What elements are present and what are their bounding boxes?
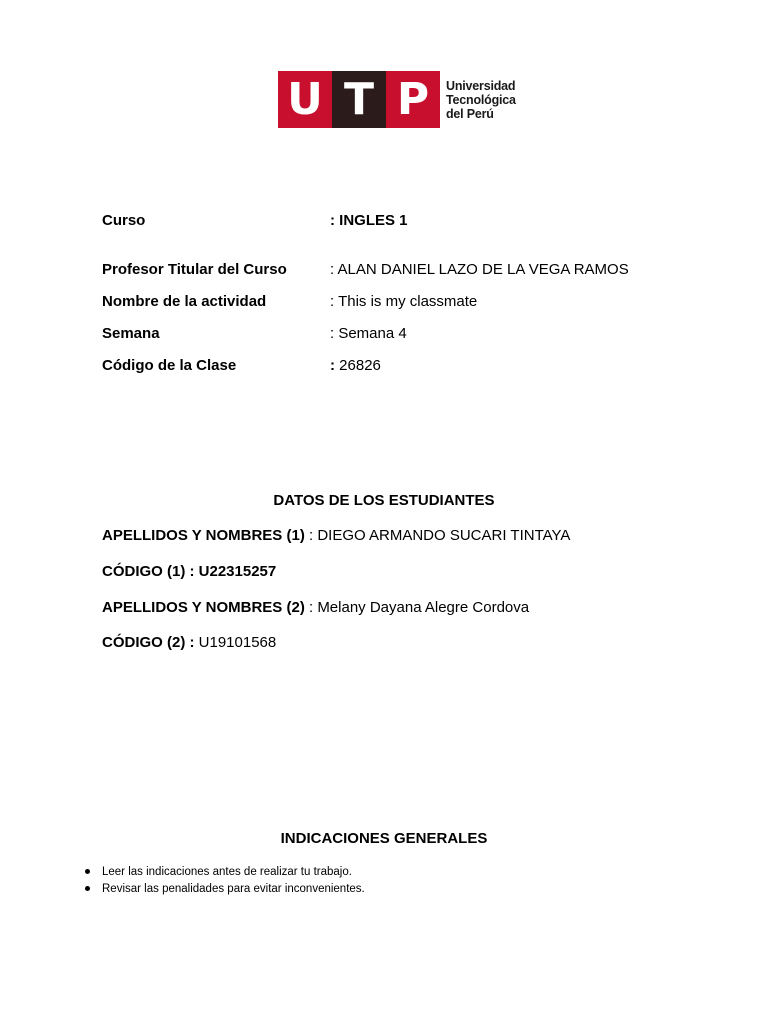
logo-letter-u: U bbox=[278, 71, 332, 128]
student-2-name-label: APELLIDOS Y NOMBRES (2) bbox=[102, 599, 305, 616]
curso-label: Curso bbox=[102, 212, 146, 229]
list-item-text: Leer las indicaciones antes de realizar tu trabajo. bbox=[102, 866, 352, 878]
indicaciones-heading: INDICACIONES GENERALES bbox=[280, 830, 488, 847]
codigo-clase-colon: : bbox=[330, 357, 335, 374]
bullet-icon bbox=[85, 886, 90, 891]
logo-wordmark-line-1: Universidad bbox=[446, 78, 516, 93]
curso-value: : INGLES 1 bbox=[330, 212, 408, 229]
logo-letter-t: T bbox=[332, 71, 386, 128]
student-1-code: CÓDIGO (1) : U22315257 bbox=[102, 563, 277, 580]
codigo-clase-value bbox=[330, 357, 381, 374]
student-2-name-row bbox=[102, 599, 529, 616]
utp-logo bbox=[278, 71, 516, 128]
student-2-name-value: : Melany Dayana Alegre Cordova bbox=[304, 599, 530, 616]
actividad-value: : This is my classmate bbox=[330, 293, 478, 310]
logo-wordmark bbox=[446, 71, 516, 128]
list-item-text: Revisar las penalidades para evitar inconvenientes. bbox=[102, 883, 365, 895]
semana-label: Semana bbox=[102, 325, 160, 342]
profesor-value: : ALAN DANIEL LAZO DE LA VEGA RAMOS bbox=[330, 261, 629, 278]
semana-value: : Semana 4 bbox=[330, 325, 407, 342]
logo-wordmark-line-3: del Perú bbox=[446, 106, 494, 121]
profesor-label: Profesor Titular del Curso bbox=[102, 261, 287, 278]
student-2-code-value: U19101568 bbox=[194, 634, 277, 651]
codigo-clase-number: 26826 bbox=[335, 357, 381, 374]
student-2-code-label: CÓDIGO (2) : bbox=[102, 634, 195, 651]
logo-wordmark-line-2: Tecnológica bbox=[446, 92, 516, 107]
bullet-icon bbox=[85, 869, 90, 874]
student-1-name-row bbox=[102, 527, 570, 544]
codigo-clase-label: Código de la Clase bbox=[102, 357, 237, 374]
list-item bbox=[102, 881, 365, 898]
actividad-label: Nombre de la actividad bbox=[102, 293, 267, 310]
logo-letter-p: P bbox=[386, 71, 440, 128]
student-2-code-row bbox=[102, 634, 276, 651]
students-heading: DATOS DE LOS ESTUDIANTES bbox=[273, 492, 495, 509]
student-1-name-value: : DIEGO ARMANDO SUCARI TINTAYA bbox=[304, 527, 571, 544]
student-1-name-label: APELLIDOS Y NOMBRES (1) bbox=[102, 527, 305, 544]
list-item bbox=[102, 864, 365, 881]
indicaciones-list bbox=[102, 864, 365, 898]
